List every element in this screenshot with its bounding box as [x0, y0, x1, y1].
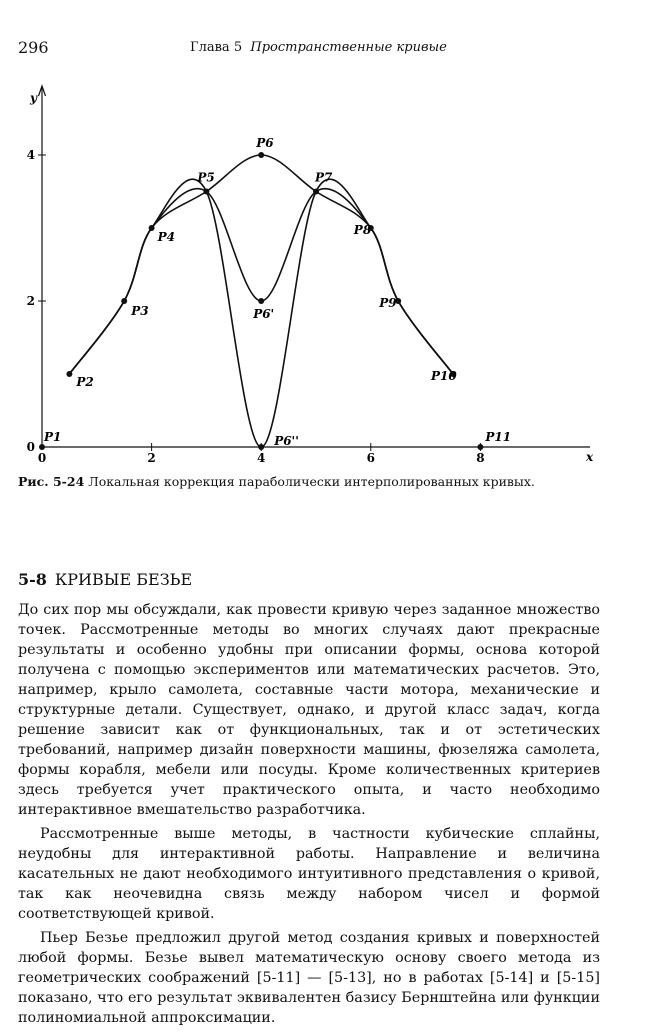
x-axis-label: x: [586, 450, 594, 464]
data-point: [149, 225, 155, 231]
point-label: P11: [485, 430, 512, 444]
point-label: P5: [197, 170, 215, 185]
data-point: [66, 371, 72, 377]
figure-5-24: [0, 70, 666, 470]
x-tick-label: 2: [147, 451, 156, 465]
data-point: [477, 444, 483, 450]
section-title: КРИВЫЕ БЕЗЬЕ: [54, 570, 193, 589]
point-label: P4: [157, 230, 175, 244]
y-axis-label: y: [30, 91, 37, 105]
data-point: [258, 152, 264, 158]
point-label: P3: [131, 304, 149, 318]
paragraph: До сих пор мы обсуждали, как провести кривую через заданное множество точек. Рассмотренные методы во многих случаях дают прекрасные результаты и особенно удобны при описании формы, основа которой получена с помощью экспериментов или математических расчетов. Это, например, крыло самолета, составные части мотора, механические и структурные детали. Существует, однако, и другой класс задач, когда решение зависит как от функциональных, так и от эстетических требований, например дизайн поверхности машины, фюзеляжа самолета, формы корабля, мебели или посуды. Кроме количественных критериев здесь требуется учет практического опыта, и часто необходимо интерактивное вмешательство разработчика.: [18, 602, 600, 818]
chapter-label: Глава 5: [190, 40, 243, 55]
figure-caption-text: Локальная коррекция параболически интерполированных кривых.: [88, 474, 535, 489]
paragraph: Пьер Безье предложил другой метод создания кривых и поверхностей любой формы. Безье вывел математическую основу своего метода из геометрических соображений [5-11] — [5-13], но в работах [5-14] и [5-15] показано, что его результат эквивалентен базису Бернштейна или функции полиномиальной аппроксимации.: [18, 930, 600, 1026]
figure-caption: [18, 474, 648, 489]
running-head: [190, 40, 447, 55]
x-tick-label: 8: [476, 451, 485, 465]
chart-axes: [27, 86, 594, 465]
chapter-title: Пространственные кривые: [250, 40, 447, 55]
data-point: [203, 189, 209, 195]
x-tick-label: 6: [366, 451, 375, 465]
data-point: [258, 298, 264, 304]
curve-p6-prime: [69, 189, 453, 374]
point-label: P1: [44, 430, 62, 444]
chart-points: [39, 136, 511, 450]
data-point: [39, 444, 45, 450]
page-number: 296: [18, 38, 49, 57]
point-label: P8: [353, 223, 372, 237]
x-tick-label: 0: [37, 451, 47, 465]
point-label: P6': [253, 307, 275, 321]
point-label: P6: [256, 136, 274, 150]
figure-label: Рис. 5-24: [18, 474, 85, 489]
section-number: 5-8: [18, 570, 47, 589]
y-tick-label: 2: [26, 294, 35, 308]
x-tick-label: 4: [257, 451, 266, 465]
y-tick-label: 4: [26, 148, 35, 162]
point-label: P2: [76, 375, 94, 389]
body-text: [18, 600, 600, 1032]
point-label: P9: [379, 296, 397, 310]
point-label: P7: [315, 170, 333, 185]
point-label: P6'': [274, 434, 299, 448]
data-point: [258, 444, 264, 450]
section-heading: [18, 570, 192, 589]
y-tick-label: 0: [26, 440, 35, 454]
data-point: [313, 189, 319, 195]
page-header: [18, 38, 648, 62]
curve-p6: [69, 155, 453, 374]
point-label: P10: [431, 369, 457, 383]
data-point: [121, 298, 127, 304]
paragraph: Рассмотренные выше методы, в частности кубические сплайны, неудобны для интерактивной работы. Направление и величина касательных не дают необходимого интуитивного представления о кривой, так как неочевидна связь между набором чисел и формой соответствующей кривой.: [18, 826, 600, 922]
